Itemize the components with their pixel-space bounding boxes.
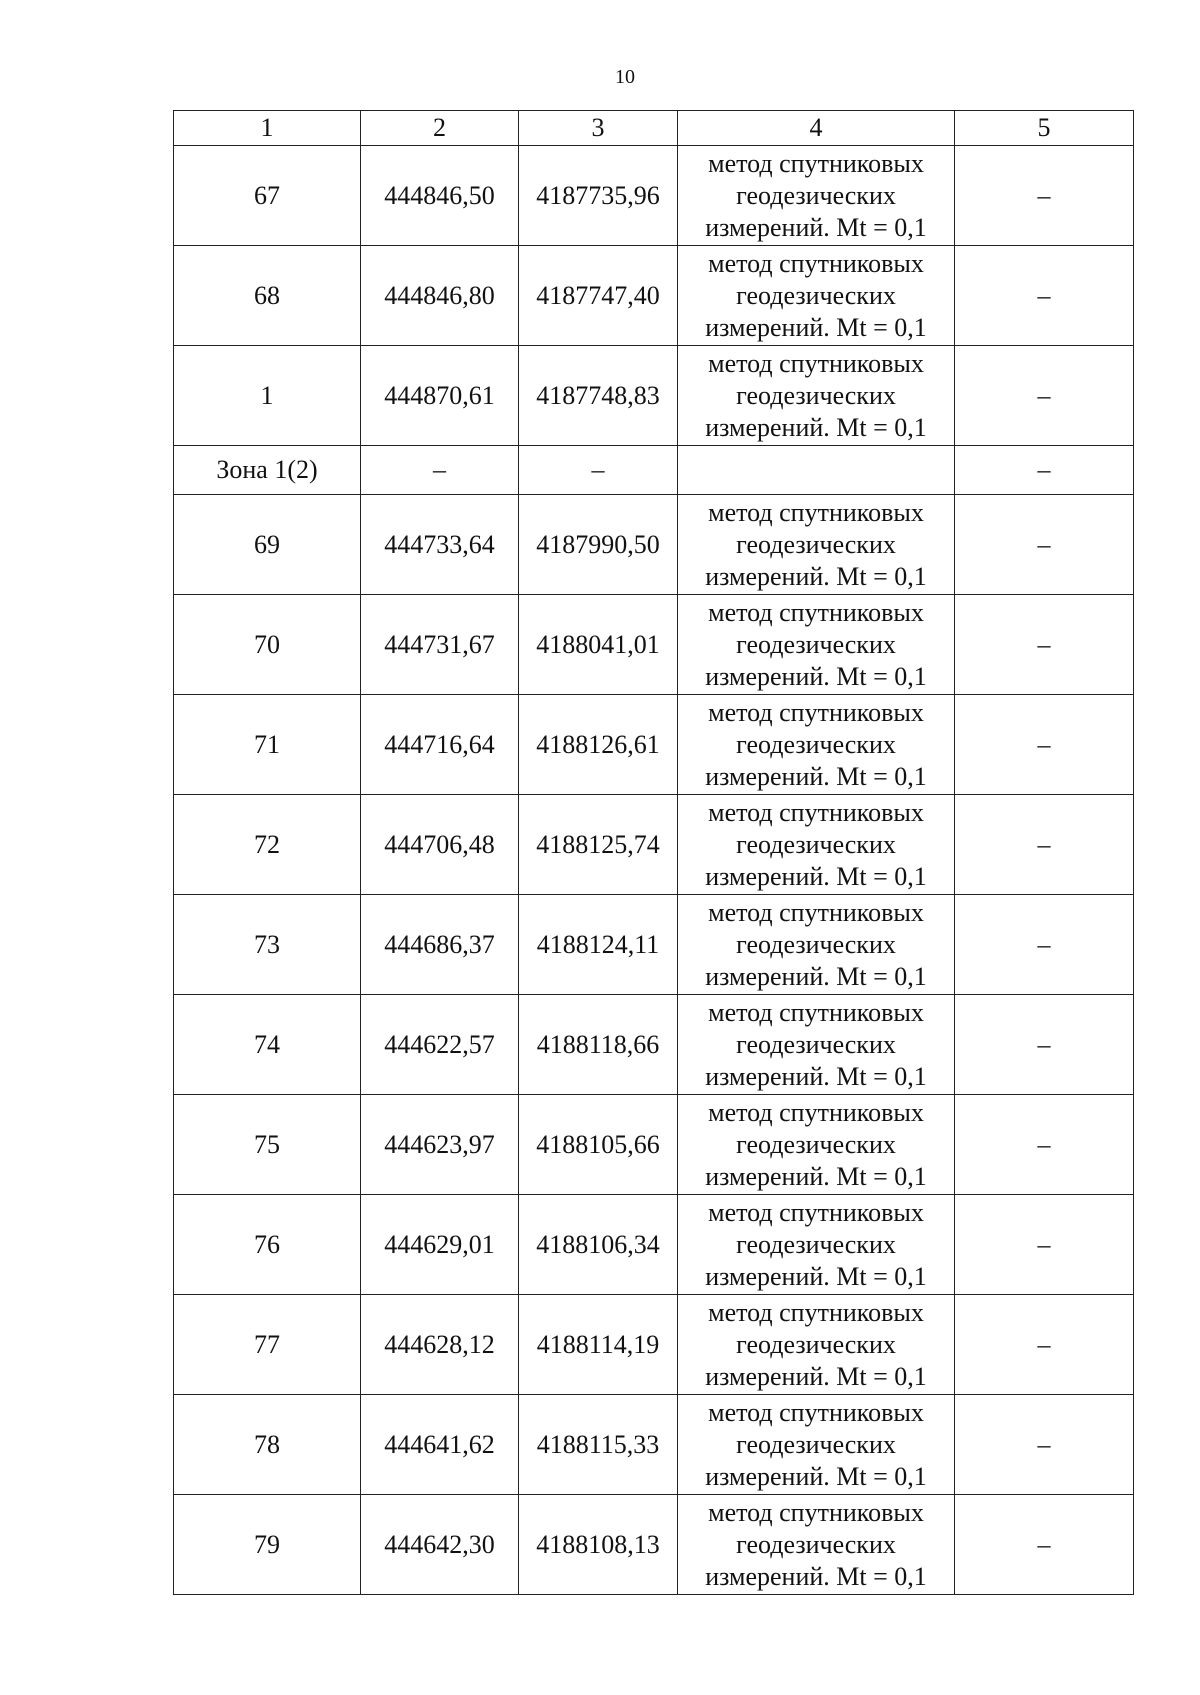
method-line: метод спутниковых: [708, 348, 924, 378]
method-line: измерений. Mt = 0,1: [705, 1261, 927, 1291]
table-header-row: [174, 111, 1134, 146]
x-coordinate-cell: 444870,61: [361, 346, 519, 446]
method-cell: [678, 1095, 955, 1195]
x-coordinate-cell: 444642,30: [361, 1495, 519, 1595]
point-number-cell: 70: [174, 595, 361, 695]
method-line: измерений. Mt = 0,1: [705, 761, 927, 791]
description-cell: –: [955, 495, 1134, 595]
description-cell: –: [955, 446, 1134, 495]
column-header-3: 3: [519, 111, 678, 146]
y-coordinate-cell: 4188041,01: [519, 595, 678, 695]
table-row: [174, 1395, 1134, 1495]
description-cell: –: [955, 246, 1134, 346]
point-number-cell: 76: [174, 1195, 361, 1295]
method-cell: [678, 1295, 955, 1395]
table-row: [174, 595, 1134, 695]
method-line: метод спутниковых: [708, 697, 924, 727]
method-line: геодезических: [736, 729, 896, 759]
table-row: [174, 1095, 1134, 1195]
method-line: геодезических: [736, 829, 896, 859]
description-cell: –: [955, 595, 1134, 695]
method-cell: [678, 795, 955, 895]
y-coordinate-cell: –: [519, 446, 678, 495]
method-line: геодезических: [736, 280, 896, 310]
page-number: 10: [615, 66, 635, 88]
column-header-2: 2: [361, 111, 519, 146]
method-cell: [678, 495, 955, 595]
method-line: измерений. Mt = 0,1: [705, 1161, 927, 1191]
x-coordinate-cell: 444641,62: [361, 1395, 519, 1495]
method-line: метод спутниковых: [708, 897, 924, 927]
table-row: [174, 146, 1134, 246]
zone-row: [174, 446, 1134, 495]
y-coordinate-cell: 4188108,13: [519, 1495, 678, 1595]
y-coordinate-cell: 4188125,74: [519, 795, 678, 895]
method-line: измерений. Mt = 0,1: [705, 561, 927, 591]
method-line: измерений. Mt = 0,1: [705, 1061, 927, 1091]
method-line: измерений. Mt = 0,1: [705, 1361, 927, 1391]
description-cell: –: [955, 895, 1134, 995]
point-number-cell: 71: [174, 695, 361, 795]
method-cell: [678, 246, 955, 346]
method-line: геодезических: [736, 1129, 896, 1159]
x-coordinate-cell: 444731,67: [361, 595, 519, 695]
point-number-cell: 68: [174, 246, 361, 346]
table-row: [174, 895, 1134, 995]
method-line: измерений. Mt = 0,1: [705, 1561, 927, 1591]
description-cell: –: [955, 995, 1134, 1095]
method-line: измерений. Mt = 0,1: [705, 412, 927, 442]
method-cell: [678, 146, 955, 246]
y-coordinate-cell: 4188126,61: [519, 695, 678, 795]
table-row: [174, 1195, 1134, 1295]
column-header-1: 1: [174, 111, 361, 146]
method-cell: [678, 1395, 955, 1495]
table-row: [174, 1295, 1134, 1395]
point-number-cell: 67: [174, 146, 361, 246]
point-number-cell: 72: [174, 795, 361, 895]
method-line: метод спутниковых: [708, 1297, 924, 1327]
coordinates-table: [173, 110, 1134, 1595]
x-coordinate-cell: 444706,48: [361, 795, 519, 895]
method-cell: [678, 1195, 955, 1295]
method-line: геодезических: [736, 380, 896, 410]
x-coordinate-cell: –: [361, 446, 519, 495]
method-line: геодезических: [736, 1429, 896, 1459]
method-line: геодезических: [736, 629, 896, 659]
point-number-cell: 78: [174, 1395, 361, 1495]
method-line: измерений. Mt = 0,1: [705, 961, 927, 991]
y-coordinate-cell: 4188105,66: [519, 1095, 678, 1195]
method-line: метод спутниковых: [708, 1497, 924, 1527]
y-coordinate-cell: 4187747,40: [519, 246, 678, 346]
method-line: геодезических: [736, 1529, 896, 1559]
column-header-4: 4: [678, 111, 955, 146]
method-line: измерений. Mt = 0,1: [705, 861, 927, 891]
method-line: метод спутниковых: [708, 597, 924, 627]
point-number-cell: 77: [174, 1295, 361, 1395]
description-cell: –: [955, 146, 1134, 246]
description-cell: –: [955, 1095, 1134, 1195]
method-cell: [678, 595, 955, 695]
method-line: геодезических: [736, 929, 896, 959]
method-cell: [678, 995, 955, 1095]
x-coordinate-cell: 444716,64: [361, 695, 519, 795]
method-line: метод спутниковых: [708, 497, 924, 527]
method-cell: [678, 446, 955, 495]
y-coordinate-cell: 4188114,19: [519, 1295, 678, 1395]
point-number-cell: 74: [174, 995, 361, 1095]
method-cell: [678, 895, 955, 995]
x-coordinate-cell: 444628,12: [361, 1295, 519, 1395]
y-coordinate-cell: 4187735,96: [519, 146, 678, 246]
method-line: метод спутниковых: [708, 997, 924, 1027]
y-coordinate-cell: 4188115,33: [519, 1395, 678, 1495]
method-line: геодезических: [736, 1329, 896, 1359]
point-number-cell: 1: [174, 346, 361, 446]
method-cell: [678, 346, 955, 446]
method-line: метод спутниковых: [708, 1197, 924, 1227]
point-number-cell: 79: [174, 1495, 361, 1595]
table-row: [174, 995, 1134, 1095]
description-cell: –: [955, 1195, 1134, 1295]
method-cell: [678, 1495, 955, 1595]
table-row: [174, 695, 1134, 795]
x-coordinate-cell: 444622,57: [361, 995, 519, 1095]
description-cell: –: [955, 795, 1134, 895]
x-coordinate-cell: 444733,64: [361, 495, 519, 595]
method-line: измерений. Mt = 0,1: [705, 661, 927, 691]
description-cell: –: [955, 1495, 1134, 1595]
method-line: геодезических: [736, 180, 896, 210]
method-line: геодезических: [736, 1229, 896, 1259]
method-line: метод спутниковых: [708, 248, 924, 278]
description-cell: –: [955, 1395, 1134, 1495]
method-line: геодезических: [736, 1029, 896, 1059]
y-coordinate-cell: 4187990,50: [519, 495, 678, 595]
x-coordinate-cell: 444846,50: [361, 146, 519, 246]
point-number-cell: 75: [174, 1095, 361, 1195]
method-line: метод спутниковых: [708, 148, 924, 178]
table-row: [174, 346, 1134, 446]
method-line: измерений. Mt = 0,1: [705, 1461, 927, 1491]
table-row: [174, 495, 1134, 595]
table-row: [174, 795, 1134, 895]
y-coordinate-cell: 4187748,83: [519, 346, 678, 446]
point-number-cell: Зона 1(2): [174, 446, 361, 495]
method-line: метод спутниковых: [708, 797, 924, 827]
method-cell: [678, 695, 955, 795]
method-line: метод спутниковых: [708, 1097, 924, 1127]
y-coordinate-cell: 4188118,66: [519, 995, 678, 1095]
method-line: метод спутниковых: [708, 1397, 924, 1427]
table-row: [174, 1495, 1134, 1595]
table-row: [174, 246, 1134, 346]
method-line: геодезических: [736, 529, 896, 559]
point-number-cell: 69: [174, 495, 361, 595]
x-coordinate-cell: 444629,01: [361, 1195, 519, 1295]
x-coordinate-cell: 444846,80: [361, 246, 519, 346]
description-cell: –: [955, 695, 1134, 795]
description-cell: –: [955, 346, 1134, 446]
table-body: [174, 146, 1134, 1595]
description-cell: –: [955, 1295, 1134, 1395]
y-coordinate-cell: 4188124,11: [519, 895, 678, 995]
point-number-cell: 73: [174, 895, 361, 995]
method-line: измерений. Mt = 0,1: [705, 312, 927, 342]
x-coordinate-cell: 444686,37: [361, 895, 519, 995]
y-coordinate-cell: 4188106,34: [519, 1195, 678, 1295]
column-header-5: 5: [955, 111, 1134, 146]
method-line: измерений. Mt = 0,1: [705, 212, 927, 242]
x-coordinate-cell: 444623,97: [361, 1095, 519, 1195]
